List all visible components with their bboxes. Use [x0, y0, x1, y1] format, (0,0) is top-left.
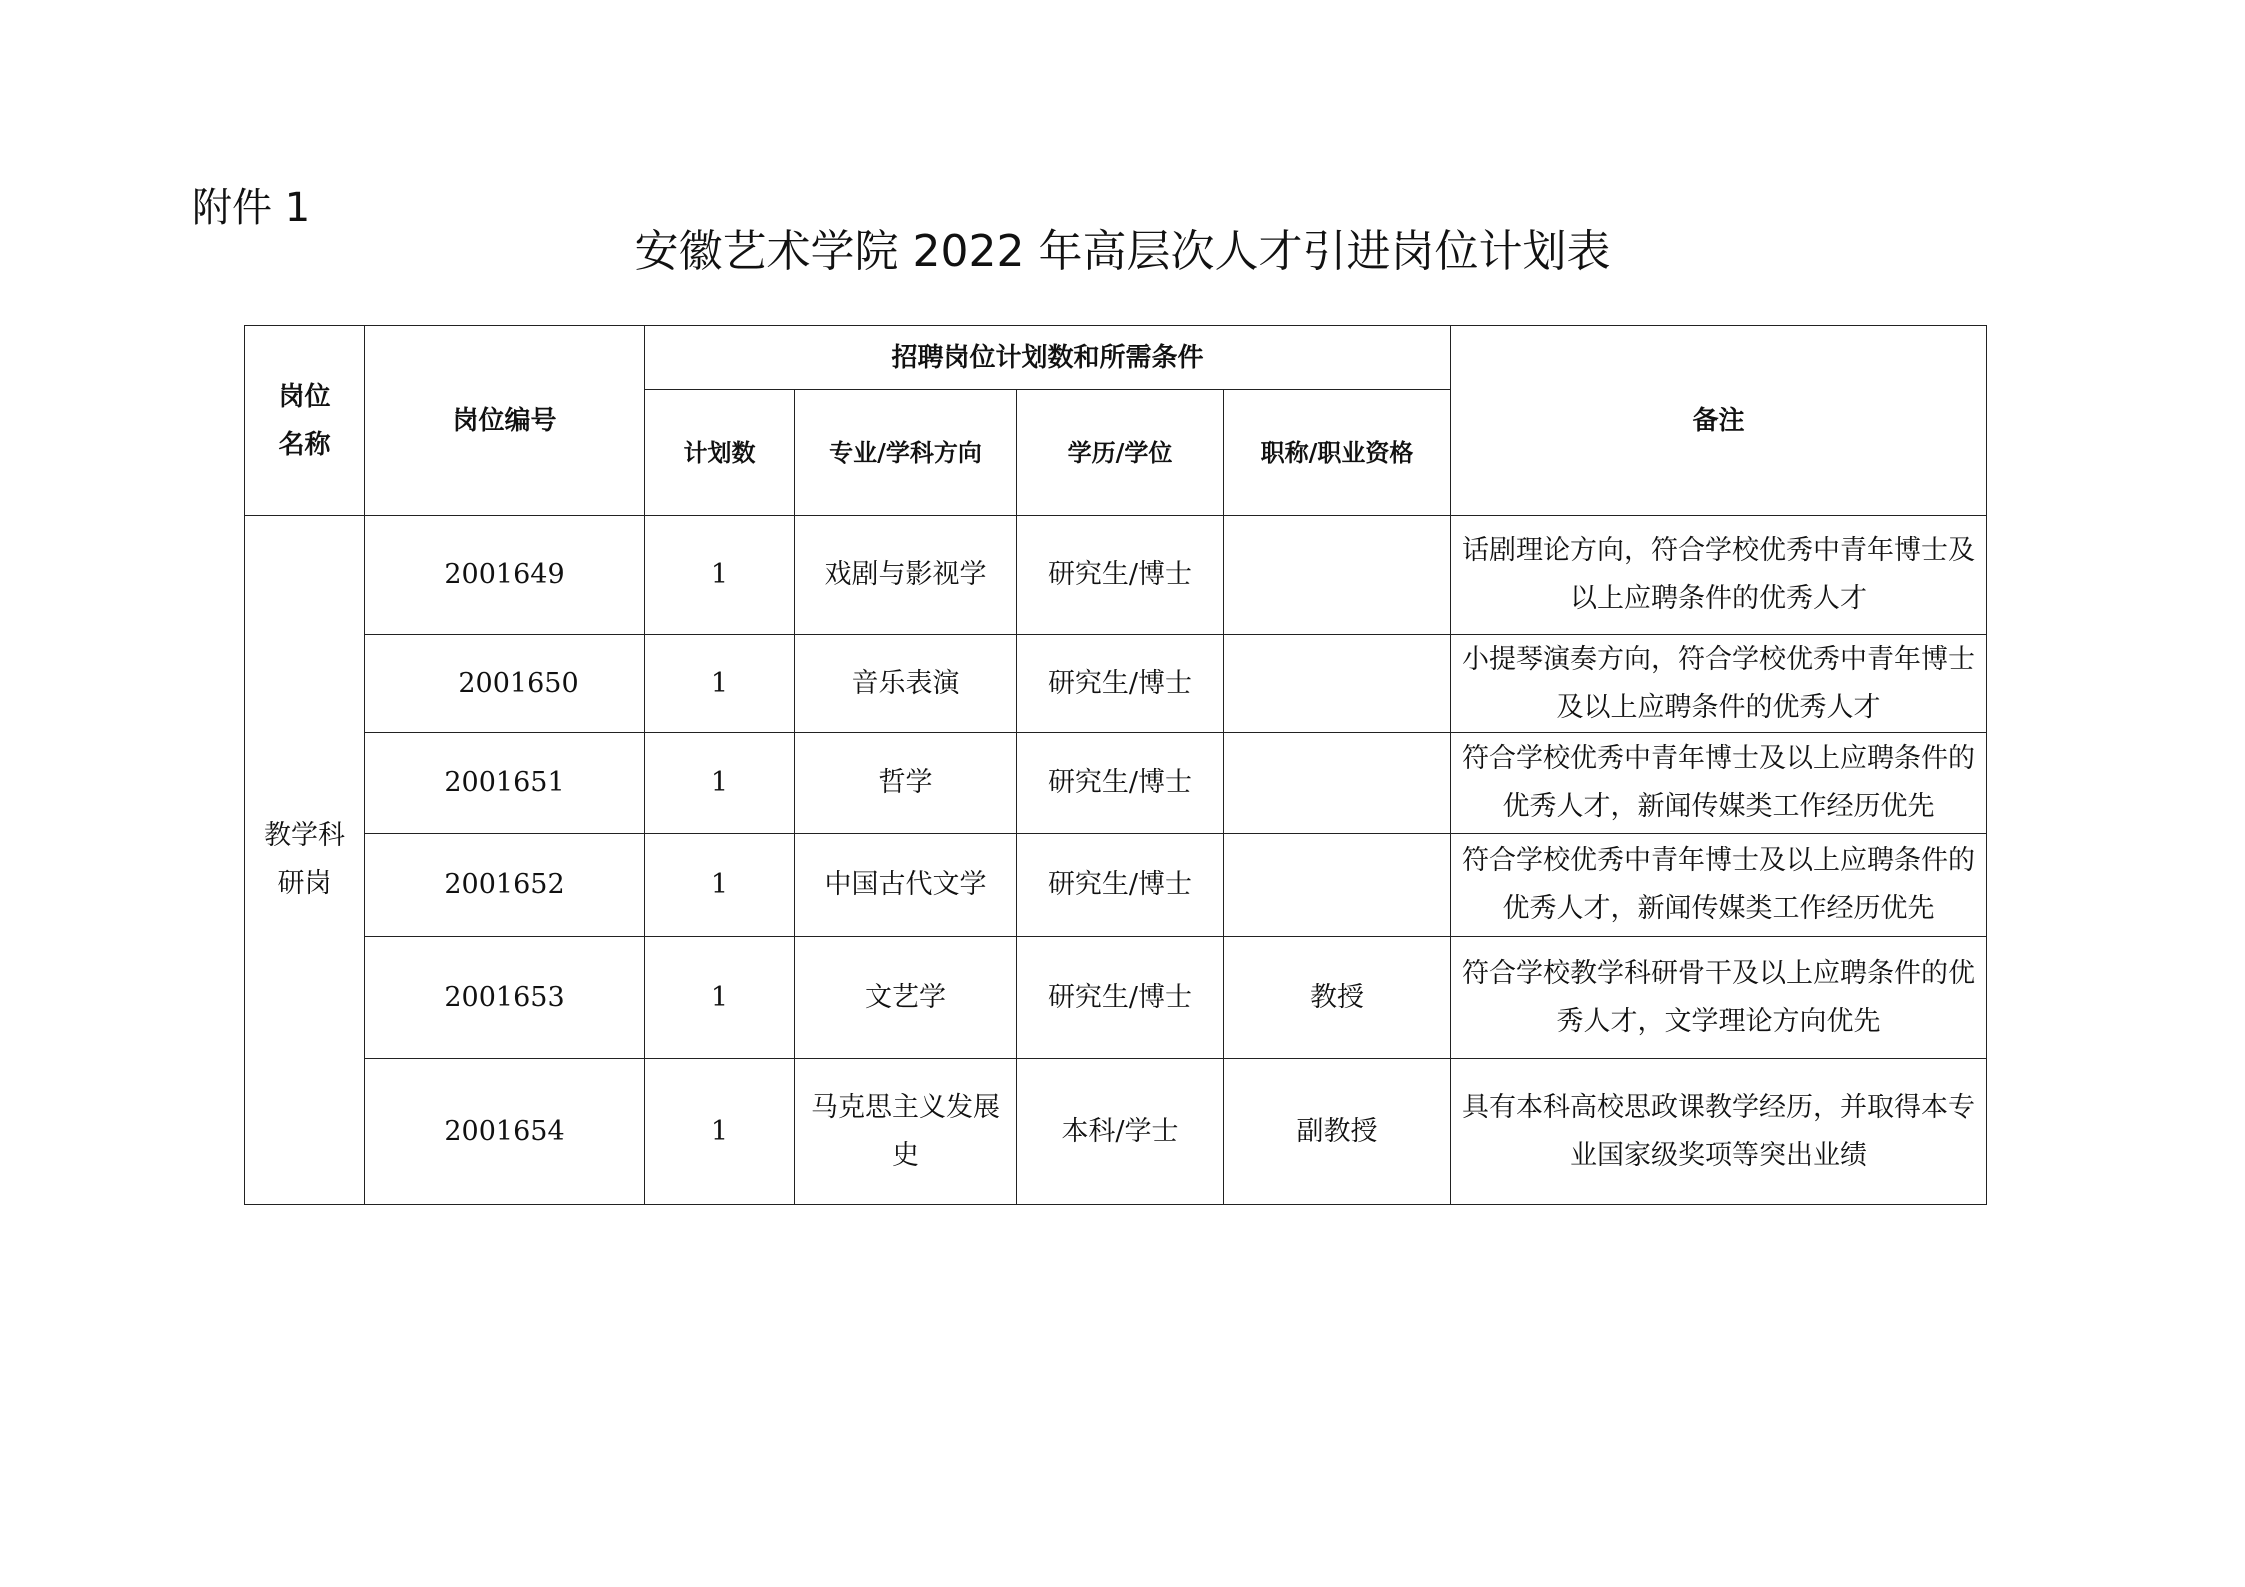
education-cell: 研究生/博士: [1017, 937, 1224, 1059]
table-row: [245, 834, 1987, 937]
post-name-cell: 教学科 研岗: [245, 516, 365, 1205]
major-cell: 哲学: [795, 733, 1017, 834]
major-cell: 戏剧与影视学: [795, 516, 1017, 635]
plan-count-cell: 1: [645, 635, 795, 733]
post-code-cell: 2001651: [365, 733, 645, 834]
major-cell: 马克思主义发展史: [795, 1059, 1017, 1205]
education-cell: 研究生/博士: [1017, 635, 1224, 733]
rank-cell: [1224, 733, 1451, 834]
table-row: [245, 1059, 1987, 1205]
plan-count-cell: 1: [645, 1059, 795, 1205]
table-row: [245, 937, 1987, 1059]
plan-count-cell: 1: [645, 733, 795, 834]
education-cell: 研究生/博士: [1017, 516, 1224, 635]
header-plan-count: 计划数: [645, 390, 795, 516]
post-code-cell: 2001652: [365, 834, 645, 937]
document-title: 安徽艺术学院 2022 年高层次人才引进岗位计划表: [634, 226, 1611, 277]
education-cell: 本科/学士: [1017, 1059, 1224, 1205]
major-cell: 文艺学: [795, 937, 1017, 1059]
header-major: 专业/学科方向: [795, 390, 1017, 516]
header-remarks: 备注: [1451, 326, 1987, 516]
rank-cell: 教授: [1224, 937, 1451, 1059]
remarks-cell: 具有本科高校思政课教学经历，并取得本专业国家级奖项等突出业绩: [1451, 1059, 1987, 1205]
post-code-cell: 2001654: [365, 1059, 645, 1205]
rank-cell: [1224, 516, 1451, 635]
remarks-cell: 小提琴演奏方向，符合学校优秀中青年博士及以上应聘条件的优秀人才: [1451, 635, 1987, 733]
remarks-cell: 符合学校优秀中青年博士及以上应聘条件的优秀人才，新闻传媒类工作经历优先: [1451, 733, 1987, 834]
header-post-name: 岗位 名称: [245, 326, 365, 516]
header-post-code: 岗位编号: [365, 326, 645, 516]
recruitment-plan-table: [244, 325, 1987, 1205]
major-cell: 音乐表演: [795, 635, 1017, 733]
major-cell: 中国古代文学: [795, 834, 1017, 937]
post-code-cell: 2001650: [365, 635, 645, 733]
header-group: 招聘岗位计划数和所需条件: [645, 326, 1451, 390]
table-row: [245, 635, 1987, 733]
remarks-cell: 话剧理论方向，符合学校优秀中青年博士及以上应聘条件的优秀人才: [1451, 516, 1987, 635]
post-code-cell: 2001653: [365, 937, 645, 1059]
post-code-cell: 2001649: [365, 516, 645, 635]
rank-cell: [1224, 635, 1451, 733]
table-row: [245, 516, 1987, 635]
remarks-cell: 符合学校优秀中青年博士及以上应聘条件的优秀人才，新闻传媒类工作经历优先: [1451, 834, 1987, 937]
remarks-cell: 符合学校教学科研骨干及以上应聘条件的优秀人才，文学理论方向优先: [1451, 937, 1987, 1059]
plan-count-cell: 1: [645, 937, 795, 1059]
attachment-label: 附件 1: [192, 185, 311, 231]
table-row: [245, 733, 1987, 834]
header-title-qualification: 职称/职业资格: [1224, 390, 1451, 516]
header-education: 学历/学位: [1017, 390, 1224, 516]
education-cell: 研究生/博士: [1017, 834, 1224, 937]
plan-count-cell: 1: [645, 834, 795, 937]
education-cell: 研究生/博士: [1017, 733, 1224, 834]
plan-count-cell: 1: [645, 516, 795, 635]
rank-cell: [1224, 834, 1451, 937]
rank-cell: 副教授: [1224, 1059, 1451, 1205]
